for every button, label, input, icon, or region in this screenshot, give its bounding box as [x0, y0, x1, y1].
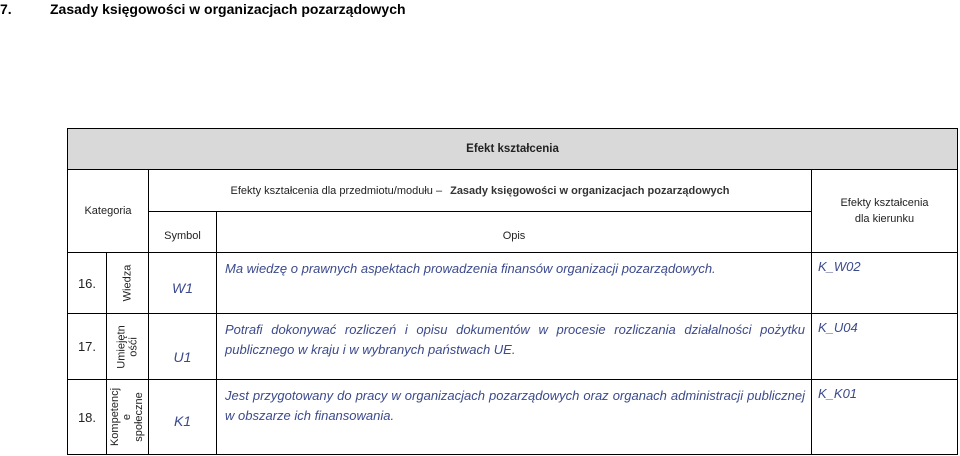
- table-title: Efekt kształcenia: [67, 128, 958, 170]
- header-symbol: Symbol: [148, 211, 217, 253]
- row-category: [106, 379, 149, 455]
- row-code: K_W02: [811, 252, 958, 314]
- row-description: Potrafi dokonywać rozliczeń i opisu dokumentów w procesie rozliczania działalności pożytku publicznego w kraju i w wybranych państwach UE.: [216, 313, 812, 380]
- row-symbol: K1: [148, 379, 217, 455]
- header-module-prefix: Efekty kształcenia dla przedmiotu/modułu –: [230, 184, 443, 197]
- row-category-label: Kompetencj e społeczne: [109, 387, 146, 447]
- row-category-label: Wiedza: [121, 264, 134, 302]
- section-number: 7.: [0, 1, 12, 17]
- row-number: 16.: [67, 252, 107, 314]
- row-code: K_U04: [811, 313, 958, 380]
- header-opis: Opis: [216, 211, 812, 253]
- section-heading: [0, 0, 406, 18]
- row-description: Ma wiedzę o prawnych aspektach prowadzenia finansów organizacji pozarządowych.: [216, 252, 812, 314]
- row-description: Jest przygotowany do pracy w organizacjach pozarządowych oraz organach administracji publicznej w obszarze ich finansowania.: [216, 379, 812, 455]
- row-category: [106, 252, 149, 314]
- header-kierunek: Efekty kształcenia dla kierunku: [811, 169, 958, 253]
- learning-outcomes-table: [67, 128, 958, 455]
- header-module: [148, 169, 812, 212]
- row-symbol: W1: [148, 252, 217, 314]
- row-category: [106, 313, 149, 380]
- header-kategoria: Kategoria: [67, 169, 149, 253]
- header-module-name: Zasady księgowości w organizacjach pozarządowych: [450, 184, 730, 197]
- row-code: K_K01: [811, 379, 958, 455]
- row-number: 18.: [67, 379, 107, 455]
- row-category-label: Umiejętn ośći: [115, 324, 140, 369]
- row-number: 17.: [67, 313, 107, 380]
- section-title: Zasady księgowości w organizacjach pozarządowych: [50, 1, 406, 17]
- row-symbol: U1: [148, 313, 217, 380]
